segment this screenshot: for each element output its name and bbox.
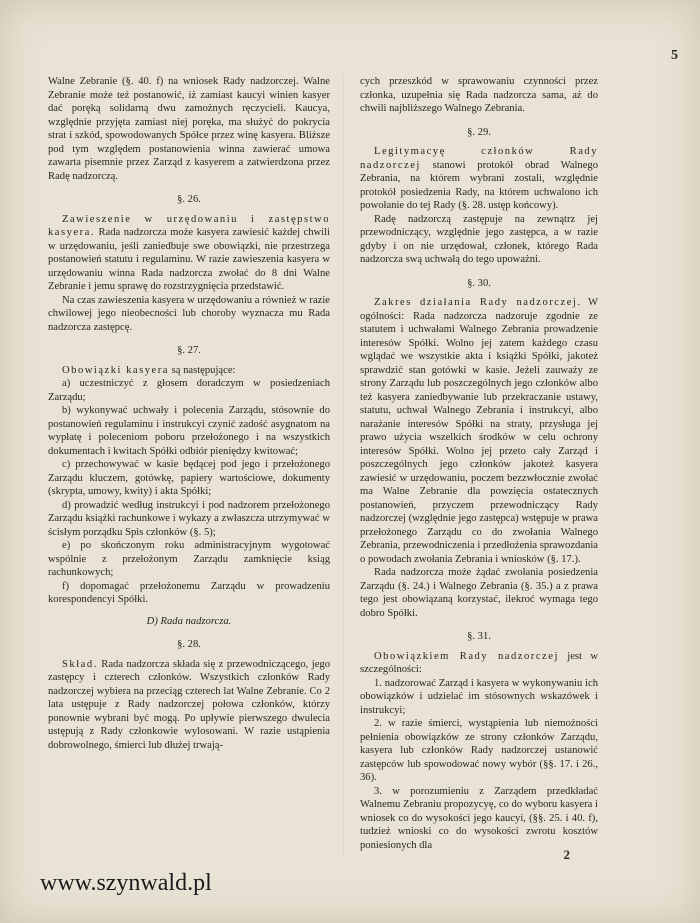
section-heading: §. 27. [177,345,201,356]
paragraph: a) uczestniczyć z głosem doradczym w posiedzeniach Zarządu; [48,378,330,403]
paragraph: b) wykonywać uchwały i polecenia Zarządu, stósownie do postanowień regulaminu i instrukcyi czynić zadość asygnatom na wypłatę i poleceniom poboru przełożonego i na wszystkich dokumentach i kwitach Spółki odbiór pieniędzy kwitować; [48,405,330,457]
paragraph: cych przeszkód w sprawowaniu czynności przez członka, uzupełnia się Rada nadzorcza sama, aż do chwili najbliższego Walnego Zebrania. [360,76,598,114]
paragraph: Na czas zawieszenia kasyera w urzędowaniu a również w razie chwilowej jego nieobecności lub choroby wyznacza mu Rada nadzorcza zastępcę. [48,294,330,333]
paragraph: Rada nadzorcza może żądać zwołania posiedzenia Zarządu (§. 24.) i Walnego Zebrania (§. 35.) a z prawa tego jest obowiązaną korzystać, ilekroć wymaga tego dobro Spółki. [360,567,598,619]
paragraph-text: jest w szczególności: [360,650,598,675]
signature-mark: 2 [563,847,570,862]
paragraph: Walne Zebranie (§. 40. f) na wniosek Rady nadzorczej. Walne Zebranie może też postanowić, iż zamiast kaucyi winien kasyer dać poręką solidarną dwu zamożnych ręczycieli. Kaucya, względnie przyjęta zamiast niej poręka, ma służyć do pokrycia strat i szkód, spowodowanych Spółce przez winę kasyera. Bliższe pod tym względem postanowienia winna zawierać umowa zawarta pisemnie przez Zarząd z kasyerem a zatwierdzona przez Radę nadzorczą. [48,76,330,182]
paragraph: 3. w porozumieniu z Zarządem przedkładać Walnemu Zebraniu propozycyę, co do wyboru kasyera i wniosek co do wysokości jego kaucyi, (§§. 25. i 40. f), tudzież wnioski co do wysokości zwrotu kosztów poniesionych dla [360,785,598,851]
paragraph [360,650,598,677]
chapter-heading: D) Rada nadzorcza. [146,615,232,627]
paragraph-lead: Zawieszenie w urzędowaniu i zastępstwo kasyera. [48,213,330,238]
paragraph [360,296,598,566]
paragraph: 2. w razie śmierci, wystąpienia lub niemożności pełnienia obowiązków ze strony członków Zarządu, kasyera lub członków Rady nadzorczej ustanowić zastępców lub spowodować nowy wybór (§§. 17. i 26., 36). [360,718,598,783]
paragraph-lead: Legitymacyę członków Rady nadzorczej [360,146,598,171]
paragraph-text: Rada nadzorcza składa się z przewodniczącego, jego zastępcy i czterech członków. Wszystkich członków Rady nadzorczej wybiera na przeciąg czterech lat Walne Zebranie. Co 2 lata ustępuje z Rady nadzorczej połowa członków, którzy ponownie wybrani być mogą. Po upływie pierwszego dwulecia ustępują z Rady członkowie wylosowani. W razie ustąpienia dobrowolnego, śmierci lub dłużej trwają- [48,658,330,751]
section-heading: §. 28. [177,639,201,650]
paragraph [48,213,330,294]
paragraph [48,658,330,753]
section-heading: §. 31. [467,631,491,642]
page-number: 5 [671,48,678,63]
section-heading: §. 29. [467,126,491,138]
paragraph-lead: Obowiązki kasyera [62,364,169,376]
paragraph-text: stanowi protokół obrad Walnego Zebrania, na którem wybrani zostali, względnie protokół posiedzenia Rady, na którem uchwalono ich powołanie do tej Rady (§. 28. ustęp końcowy). [360,159,598,211]
paragraph: c) przechowywać w kasie będącej pod jego i przełożonego Zarządu kluczem, gotówkę, papiery wartościowe, dokumenty (skrypta, umowy, kwity) i akta Spółki; [48,459,330,497]
right-column [360,75,598,852]
section-heading: §. 30. [467,277,491,289]
paragraph: d) prowadzić według instrukcyi i pod nadzorem przełożonego Zarządu książki rachunkowe i wykazy a zwłaszcza utrzymywać w ścisłym porządku Spis członków (§. 5); [48,499,330,538]
paragraph-lead: Zakres działania Rady nadzorczej. [374,297,582,308]
paragraph: Radę nadzorczą zastępuje na zewnątrz jej przewodniczący, względnie jego zastępca, a w razie gdyby i on nie urzędował, członek, którego Rada nadzorcza swą uchwałą do tego upoważni. [360,213,598,265]
left-column [48,75,330,752]
paragraph-lead: Skład. [62,658,98,670]
paragraph-lead: Obowiązkiem Rady nadzorczej [374,650,559,662]
paragraph [48,364,330,378]
paragraph [360,145,598,213]
paragraph-text: W ogólności: Rada nadzorcza nadzoruje zgodnie ze statutem i uchwałami Walnego Zebrania prowadzenie interesów Spółki. Wolno jej zatem każdego czasu wglądać we wszystkie akta i książki Spółki, jakoteż sprawdzić stan gotówki w kasie. Jeżeli zauważy ze strony Zarządu lub poszczególnych jego członków albo też kasyera zaniedbywanie lub przekraczanie ustawy, statutu, uchwał Walnego Zebrania i instrukcyi, albo narażanie interesów Spółki na straty, przysługa jej prawo użycia wszelkich środków w celu ochrony interesów Spółki. Wolno jej przeto cały Zarząd i poszczególnych jego członków jakoteż kasyera zawiesić w urzędowaniu, poczem bezzwłocznie zwołać ma Walne Zebranie dla powzięcia ostatecznych postanowień, przyczem przewodniczący Rady nadzorczej (względnie jego zastępca) wstępuje w prawa przełożonego Zarządu co do zwołania Walnego Zebrania, przewodniczenia i przedłożenia sprawozdania o powodach zwołania Zebrania i wniosków (§. 17.). [360,297,598,565]
section-heading: §. 26. [177,194,201,205]
column-gutter [343,75,344,855]
paragraph: 1. nadzorować Zarząd i kasyera w wykonywaniu ich obowiązków i udzielać im stósownych wskazówek i instrukcyi; [360,677,598,716]
watermark: www.szynwald.pl [40,870,212,896]
paragraph: e) po skończonym roku administracyjnym wygotować wspólnie z przełożonym Zarządu zamknięcie ksiąg rachunkowych; [48,540,330,578]
paragraph-text: Rada nadzorcza może kasyera zawiesić każdej chwili w urzędowaniu, jeśli zaniedbuje swe obowiązki, nie przestrzega postanowień statutu i regulaminu. W razie zawieszenia kasyera w urzędowaniu winna Rada nadzorcza zwołać do 8 dni Walne Zebranie i jemu sprawę do rozstrzygnięcia przedstawić. [48,227,330,292]
paragraph: f) dopomagać przełożonemu Zarządu w prowadzeniu korespondencyi Spółki. [48,580,330,605]
paragraph-text: są następujące: [168,364,236,376]
